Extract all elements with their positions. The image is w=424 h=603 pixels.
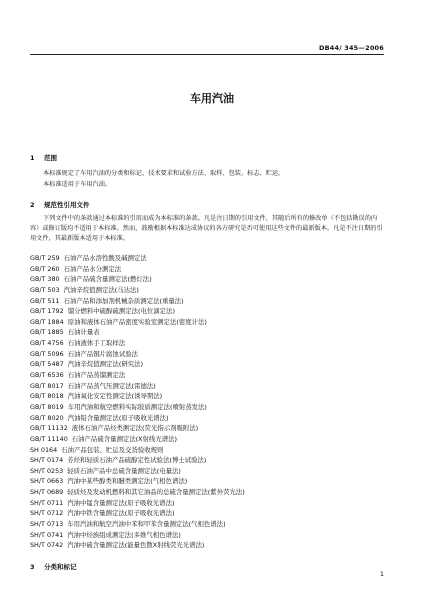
reference-title: 馏分燃料中硫醇硫测定法(电位滴定法) [67,307,175,316]
reference-item [30,519,390,530]
reference-title: 汽油中烃族组成测定法(多维气相色谱法) [67,530,181,539]
page-number: 1 [379,570,384,578]
reference-item [30,530,390,541]
reference-title: 液体石油产品烃类测定法(荧光指示剂吸附法) [71,424,199,433]
reference-code: GB/T 11132 [30,424,68,433]
reference-code: SH/T 0174 [30,456,64,465]
reference-item [30,498,390,509]
reference-item [30,349,390,360]
reference-title: 芳烃和轻质石油产品硫醇定性试验法(博士试验法) [67,456,207,465]
reference-item [30,338,390,349]
reference-item [30,413,390,424]
reference-title: 石油产品水分测定法 [63,264,122,273]
reference-item [30,402,390,413]
reference-item [30,306,390,317]
reference-item [30,391,390,402]
reference-item [30,285,390,296]
reference-item [30,253,390,264]
section-number: 2 [30,201,35,209]
reference-title: 汽油铅含量测定法(原子吸收光谱法) [67,413,169,422]
reference-title: 车用汽油和航空燃料实际胶质测定法(喷射蒸发法) [67,402,207,411]
reference-item [30,445,390,456]
reference-item [30,540,390,551]
reference-title: 石油产品铜片腐蚀试验法 [67,349,138,358]
reference-code: GB/T 8019 [30,402,64,411]
reference-code: GB/T 380 [30,275,60,284]
reference-code: SH/T 0742 [30,541,64,550]
standard-code: DB44/ 345—2006 [319,44,384,52]
reference-code: SH/T 0253 [30,466,64,475]
reference-title: 汽油中硫含量测定法(能量色散X射线荧光光谱法) [67,541,205,550]
document-title: 车用汽油 [190,92,234,105]
reference-title: 轻质烃及发动机燃料和其它油品的总硫含量测定法(紫外荧光法) [67,488,245,497]
reference-title: 汽油辛烷值测定法(马达法) [63,285,139,294]
reference-code: GB/T 6536 [30,371,64,380]
reference-code: SH 0164 [30,445,58,454]
reference-code: SH/T 0711 [30,498,64,507]
reference-code: GB/T 511 [30,296,60,305]
section-number: 3 [30,563,35,571]
reference-code: GB/T 5096 [30,349,64,358]
reference-item [30,476,390,487]
reference-item [30,423,390,434]
reference-item [30,455,390,466]
reference-item [30,264,390,275]
reference-item [30,466,390,477]
reference-code: SH/T 0712 [30,509,64,518]
reference-item [30,370,390,381]
reference-title: 原油和液体石油产品密度实验室测定法(密度计法) [67,317,207,326]
scope-line-2: 本标准适用于车用汽油。 [43,181,112,188]
reference-code: SH/T 0713 [30,520,64,529]
reference-item [30,434,390,445]
reference-code: GB/T 8020 [30,413,64,422]
reference-item [30,487,390,498]
scope-line-1: 本标准规定了车用汽油的分类和标记、技术要求和试验方法、取样、包装、标志、贮运。 [43,170,285,177]
reference-title: 石油产品硫含量测定法(X射线光谱法) [71,434,177,443]
reference-code: GB/T 4756 [30,339,64,348]
reference-title: 轻质石油产品中总硫含量测定法(电量法) [67,466,181,475]
reference-title: 汽油辛烷值测定法(研究法) [67,360,143,369]
reference-item [30,296,390,307]
reference-code: GB/T 1792 [30,307,64,316]
reference-title: 石油产品蒸气压测定法(雷德法) [67,381,156,390]
reference-title: 石油产品和添加剂机械杂质测定法(重量法) [63,296,184,305]
reference-code: SH/T 0663 [30,477,64,486]
reference-code: GB/T 1884 [30,317,64,326]
reference-code: GB/T 5487 [30,360,64,369]
reference-title: 汽油中锰含量测定法(原子吸收光谱法) [67,498,175,507]
section-title: 分类和标记 [44,563,77,571]
section-title: 范围 [44,154,57,162]
reference-code: GB/T 8017 [30,381,64,390]
reference-title: 石油产品水溶性酸及碱测定法 [63,254,147,262]
normative-intro-paragraph: 下列文件中的条款通过本标准的引用而成为本标准的条款。凡是注日期的引用文件，其随后所有的修改单（不包括勘误的内容）或修订版均不适用于本标准。然而，鼓励根据本标准达成协议的各方研究是否可使用这些文件的最新版本。凡是不注日期的引用文件，其最新版本适用于本标准。 [30,215,383,242]
reference-title: 汽油中某些醇类和醚类测定法(气相色谱法) [67,477,188,486]
reference-item [30,327,390,338]
reference-code: GB/T 8018 [30,392,64,401]
reference-title: 车用汽油和航空汽油中苯和甲苯含量测定法(气相色谱法) [67,520,226,529]
reference-item [30,381,390,392]
reference-code: GB/T 1885 [30,328,64,337]
reference-item [30,508,390,519]
reference-title: 石油计量表 [67,328,100,337]
reference-title: 石油产品包装、贮运及交货验收规则 [61,445,164,454]
reference-item [30,359,390,370]
section-3-heading [30,562,77,571]
reference-code: GB/T 11140 [30,434,68,443]
reference-code: SH/T 0741 [30,530,64,539]
section-1-heading [30,153,57,162]
reference-title: 汽油氧化安定性测定法(诱导期法) [67,392,163,401]
section-number: 1 [30,154,35,162]
reference-title: 石油产品蒸馏测定法 [67,371,126,380]
reference-title: 石油液体手工取样法 [67,339,126,348]
reference-item [30,274,390,285]
section-title: 规范性引用文件 [44,201,90,209]
reference-code: GB/T 260 [30,264,60,273]
reference-code: GB/T 503 [30,285,60,294]
reference-item [30,317,390,328]
header-rule [30,54,384,55]
reference-code: GB/T 259 [30,254,60,262]
reference-title: 石油产品硫含量测定法(燃灯法) [63,275,152,284]
reference-code: SH/T 0689 [30,488,64,497]
reference-list [30,253,390,551]
reference-title: 汽油中铁含量测定法(原子吸收光谱法) [67,509,175,518]
section-2-heading [30,200,90,209]
